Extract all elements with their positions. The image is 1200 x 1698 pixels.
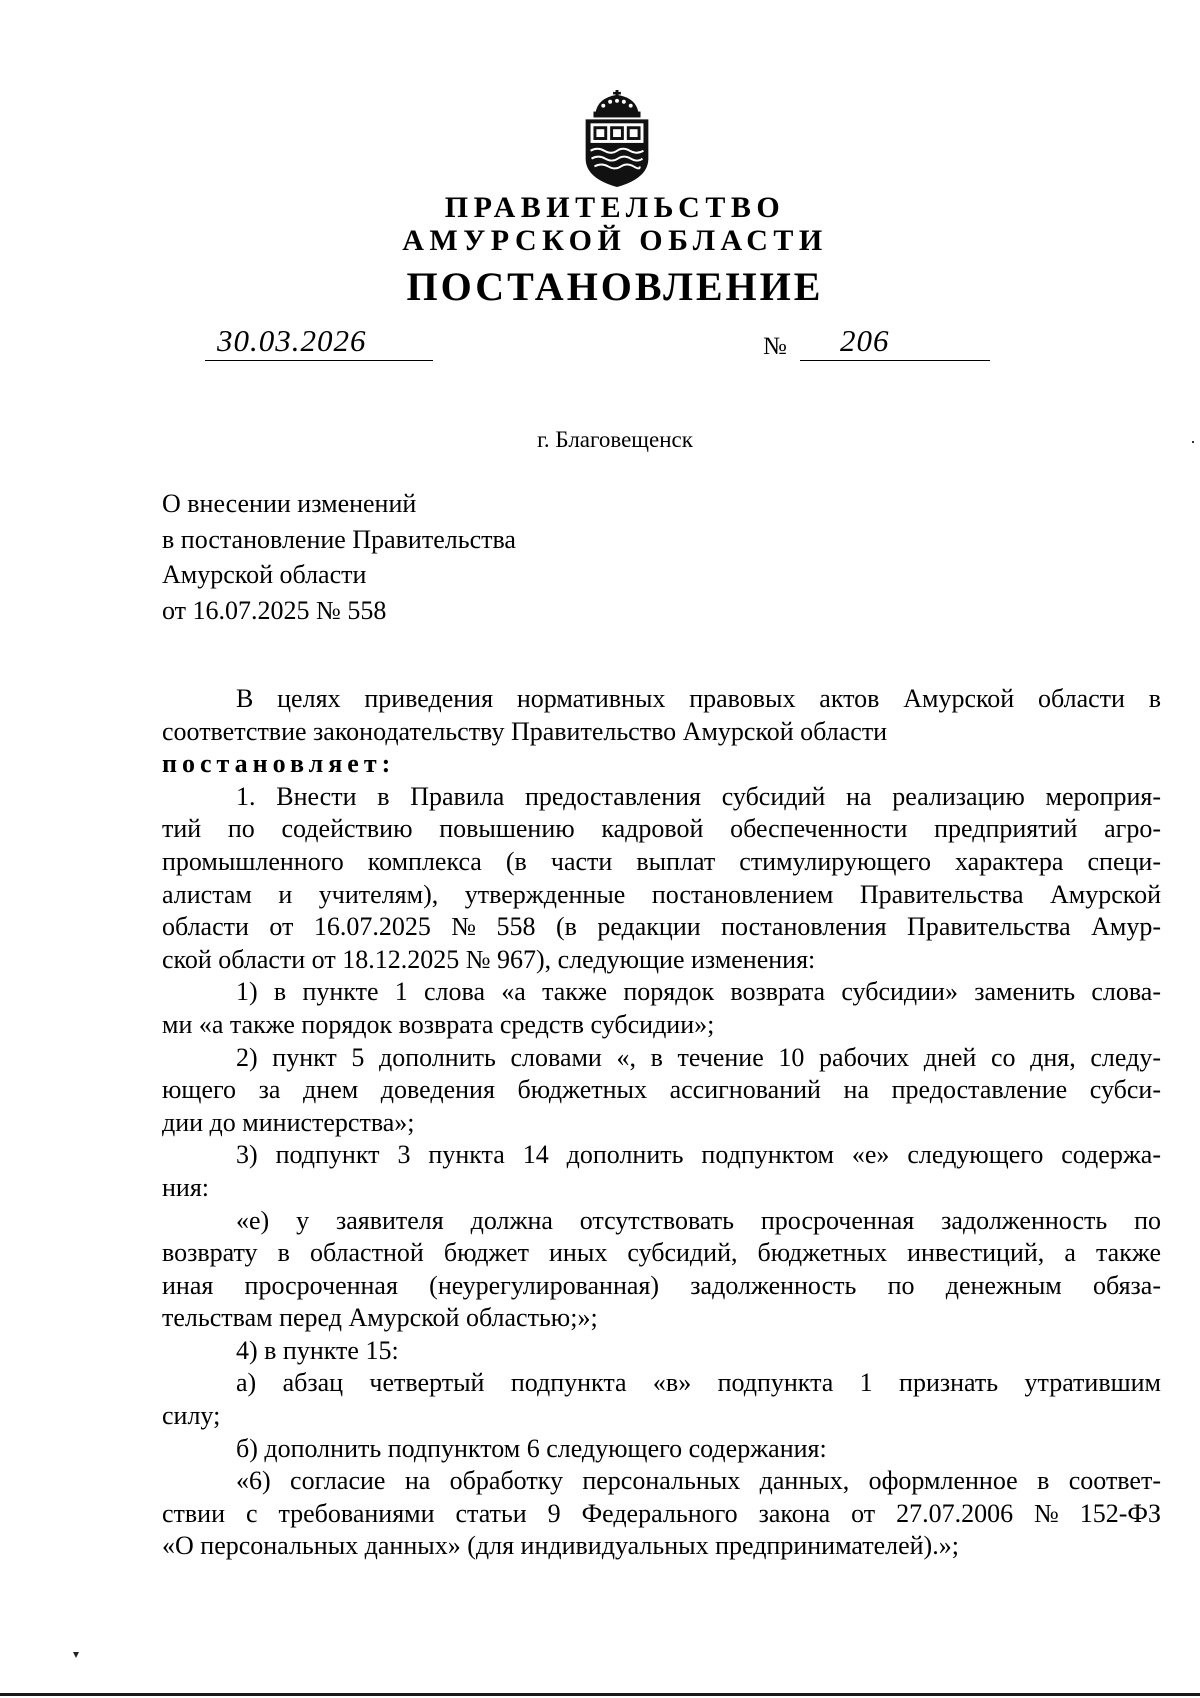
body-line: возврату в областной бюджет иных субсидий, бюджетных инвестиций, а также	[162, 1238, 1161, 1268]
subject-line: в постановление Правительства	[162, 524, 516, 554]
document-number-label: №	[763, 333, 787, 360]
decree-keyword: постановляет:	[162, 749, 396, 779]
body-line: «6) согласие на обработку персональных данных, оформленное в соответ-	[236, 1466, 1161, 1496]
scan-mark-icon	[73, 1652, 79, 1658]
subject-line: О внесении изменений	[162, 489, 417, 518]
body-line: ми «а также порядок возврата средств субсидии»;	[162, 1009, 715, 1039]
body-line: «О персональных данных» (для индивидуальных предпринимателей).»;	[162, 1531, 959, 1561]
document-number-field	[800, 322, 990, 361]
body-line: а) абзац четвертый подпункта «в» подпункта 1 признать утратившим	[236, 1368, 1161, 1398]
body-line: ющего за днем доведения бюджетных ассигнований на предоставление субси-	[162, 1075, 1161, 1105]
document-date-field	[205, 322, 433, 361]
body-line: соответствие законодательству Правительство Амурской области	[162, 716, 888, 746]
document-subject	[162, 486, 516, 629]
document-date: 30.03.2026	[217, 323, 367, 358]
body-line: 4) в пункте 15:	[236, 1335, 399, 1365]
body-line: ствии с требованиями статьи 9 Федерального закона от 27.07.2006 № 152-ФЗ	[162, 1498, 1161, 1528]
body-line: «е) у заявителя должна отсутствовать просроченная задолженность по	[236, 1205, 1161, 1235]
document-body	[162, 683, 1162, 1563]
scan-dot	[1192, 441, 1194, 443]
body-line: дии до министерства»;	[162, 1107, 415, 1137]
body-line: 2) пункт 5 дополнить словами «, в течение 10 рабочих дней со дня, следу-	[236, 1042, 1161, 1072]
region-title: АМУРСКОЙ ОБЛАСТИ	[402, 224, 828, 257]
subject-line: от 16.07.2025 № 558	[162, 596, 387, 626]
scan-edge-line	[0, 1693, 1200, 1696]
body-line: ния:	[162, 1172, 210, 1202]
body-line: тий по содействию повышению кадровой обеспеченности предприятий агро-	[162, 814, 1161, 844]
body-line: 3) подпункт 3 пункта 14 дополнить подпунктом «е» следующего содержа-	[236, 1140, 1161, 1170]
body-line: б) дополнить подпунктом 6 следующего содержания:	[236, 1433, 827, 1463]
government-title: ПРАВИТЕЛЬСТВО	[444, 191, 786, 224]
document-number: 206	[840, 323, 890, 358]
body-line: В целях приведения нормативных правовых актов Амурской области в	[236, 684, 1161, 713]
body-line: тельствам перед Амурской областью;»;	[162, 1303, 598, 1333]
subject-line: Амурской области	[162, 560, 367, 590]
document-type-title: ПОСТАНОВЛЕНИЕ	[406, 264, 824, 309]
body-line: промышленного комплекса (в части выплат стимулирующего характера специ-	[162, 846, 1161, 876]
body-line: силу;	[162, 1401, 221, 1431]
body-line: ской области от 18.12.2025 № 967), следующие изменения:	[162, 944, 816, 974]
body-line: 1) в пункте 1 слова «а также порядок возврата субсидии» заменить слова-	[236, 977, 1161, 1007]
body-line: 1. Внести в Правила предоставления субсидий на реализацию мероприя-	[236, 781, 1161, 811]
coat-of-arms-icon	[577, 90, 657, 188]
body-line: иная просроченная (неурегулированная) задолженность по денежным обяза-	[162, 1270, 1161, 1300]
body-line: области от 16.07.2025 № 558 (в редакции постановления Правительства Амур-	[162, 912, 1161, 942]
body-line: алистам и учителям), утвержденные постановлением Правительства Амурской	[162, 879, 1161, 909]
city-line: г. Благовещенск	[537, 427, 693, 452]
